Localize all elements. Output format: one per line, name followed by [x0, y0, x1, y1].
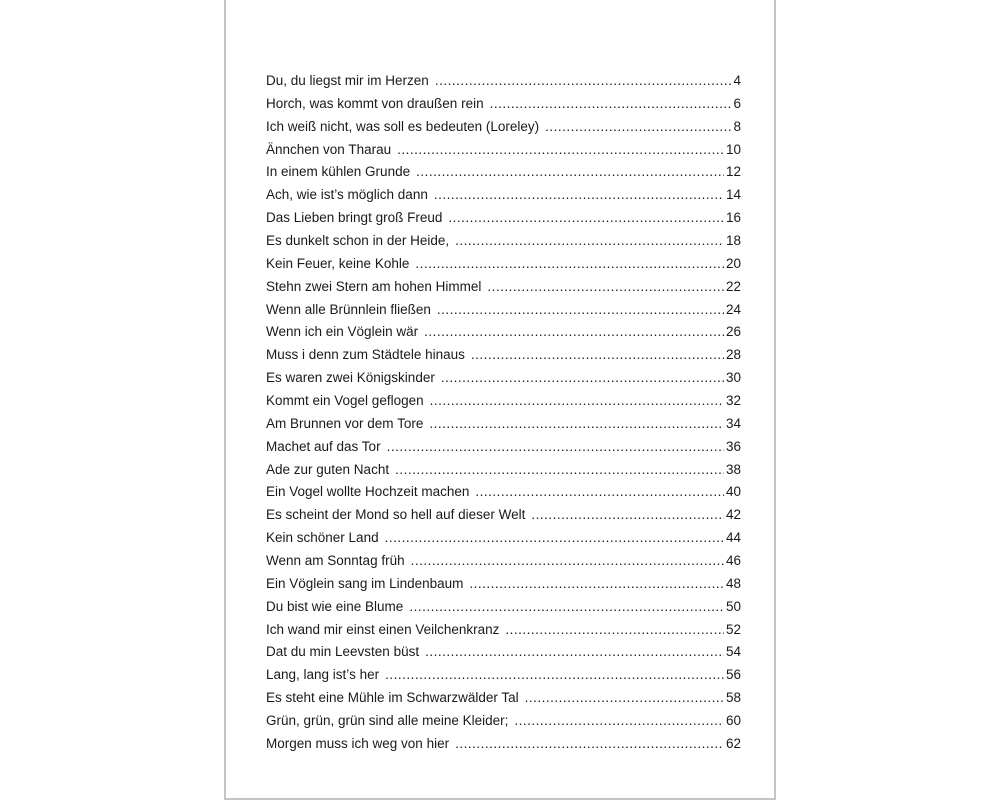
toc-entry-page-number: 16: [725, 210, 741, 226]
toc-entry: [266, 439, 741, 462]
toc-entry-title: Muss i denn zum Städtele hinaus: [266, 347, 465, 363]
toc-entry-page-number: 6: [733, 95, 741, 111]
dot-leader: [525, 690, 724, 705]
toc-entry-page-number: 52: [725, 621, 741, 637]
toc-entry-title: Morgen muss ich weg von hier: [266, 735, 450, 751]
toc-entry: [266, 302, 741, 325]
toc-entry-title: Ein Vöglein sang im Lindenbaum: [266, 575, 464, 591]
toc-entry: [266, 667, 741, 690]
toc-entry: [266, 736, 741, 759]
table-of-contents: [266, 73, 741, 759]
dot-leader: [448, 210, 724, 225]
toc-entry: [266, 279, 741, 302]
toc-entry: [266, 164, 741, 187]
toc-entry-title: Ach, wie ist’s möglich dann: [266, 187, 428, 203]
toc-entry-page-number: 22: [725, 278, 741, 294]
dot-leader: [387, 439, 724, 454]
toc-entry: [266, 119, 741, 142]
dot-leader: [434, 187, 724, 202]
toc-entry-title: Grün, grün, grün sind alle meine Kleider;: [266, 713, 509, 729]
toc-entry-title: Ich wand mir einst einen Veilchenkranz: [266, 621, 500, 637]
dot-leader: [471, 347, 724, 362]
toc-entry-title: Lang, lang ist’s her: [266, 667, 380, 683]
toc-entry-page-number: 60: [725, 713, 741, 729]
toc-entry-title: In einem kühlen Grunde: [266, 164, 411, 180]
toc-entry-page-number: 4: [733, 73, 741, 88]
dot-leader: [505, 622, 724, 637]
toc-entry-page-number: 26: [725, 324, 741, 340]
toc-entry-page-number: 38: [725, 461, 741, 477]
toc-entry: [266, 393, 741, 416]
dot-leader: [469, 576, 724, 591]
toc-entry-page-number: 18: [725, 233, 741, 249]
toc-entry-title: Wenn am Sonntag früh: [266, 553, 405, 569]
dot-leader: [411, 553, 724, 568]
toc-entry: [266, 256, 741, 279]
dot-leader: [425, 644, 724, 659]
toc-entry: [266, 73, 741, 96]
dot-leader: [441, 370, 724, 385]
toc-entry: [266, 347, 741, 370]
toc-entry-title: Horch, was kommt von draußen rein: [266, 95, 484, 111]
toc-entry-title: Es steht eine Mühle im Schwarzwälder Tal: [266, 690, 519, 706]
toc-entry-page-number: 44: [725, 530, 741, 546]
toc-entry-page-number: 14: [725, 187, 741, 203]
toc-entry-page-number: 62: [725, 735, 741, 751]
toc-entry-page-number: 54: [725, 644, 741, 660]
toc-entry-page-number: 58: [725, 690, 741, 706]
toc-entry: [266, 233, 741, 256]
toc-entry-title: Ännchen von Tharau: [266, 141, 392, 157]
toc-entry-title: Das Lieben bringt groß Freud: [266, 210, 443, 226]
toc-entry-title: Stehn zwei Stern am hohen Himmel: [266, 278, 482, 294]
dot-leader: [545, 119, 731, 134]
toc-entry-page-number: 42: [725, 507, 741, 523]
toc-entry: [266, 187, 741, 210]
toc-entry-title: Dat du min Leevsten büst: [266, 644, 420, 660]
toc-entry: [266, 96, 741, 119]
dot-leader: [429, 416, 724, 431]
toc-entry: [266, 370, 741, 393]
toc-entry-page-number: 24: [725, 301, 741, 317]
dot-leader: [409, 599, 724, 614]
dot-leader: [385, 667, 724, 682]
toc-entry-page-number: 40: [725, 484, 741, 500]
dot-leader: [430, 393, 724, 408]
dot-leader: [385, 530, 724, 545]
toc-entry: [266, 530, 741, 553]
toc-entry: [266, 507, 741, 530]
dot-leader: [395, 462, 724, 477]
dot-leader: [487, 279, 724, 294]
toc-entry-title: Es scheint der Mond so hell auf dieser Welt: [266, 507, 526, 523]
toc-entry-page-number: 32: [725, 393, 741, 409]
toc-entry: [266, 210, 741, 233]
dot-leader: [475, 484, 724, 499]
dot-leader: [435, 73, 732, 88]
toc-entry: [266, 142, 741, 165]
dot-leader: [415, 256, 724, 271]
dot-leader: [437, 302, 724, 317]
dot-leader: [455, 233, 724, 248]
toc-entry-page-number: 48: [725, 575, 741, 591]
toc-entry: [266, 713, 741, 736]
dot-leader: [531, 507, 724, 522]
toc-entry: [266, 576, 741, 599]
toc-entry: [266, 324, 741, 347]
toc-entry-page-number: 8: [733, 118, 741, 134]
toc-entry: [266, 599, 741, 622]
toc-entry-title: Kommt ein Vogel geflogen: [266, 393, 424, 409]
dot-leader: [490, 96, 732, 111]
toc-entry-page-number: 46: [725, 553, 741, 569]
toc-entry-title: Kein schöner Land: [266, 530, 379, 546]
toc-entry-title: Ein Vogel wollte Hochzeit machen: [266, 484, 470, 500]
dot-leader: [397, 142, 724, 157]
toc-entry: [266, 644, 741, 667]
dot-leader: [424, 324, 724, 339]
document-page: [224, 0, 776, 800]
toc-entry-title: Es dunkelt schon in der Heide,: [266, 233, 450, 249]
toc-entry: [266, 622, 741, 645]
toc-entry-page-number: 28: [725, 347, 741, 363]
toc-entry-title: Du, du liegst mir im Herzen: [266, 73, 429, 88]
toc-entry: [266, 690, 741, 713]
toc-entry-page-number: 56: [725, 667, 741, 683]
toc-entry: [266, 462, 741, 485]
toc-entry-title: Es waren zwei Königskinder: [266, 370, 435, 386]
toc-entry-title: Wenn alle Brünnlein fließen: [266, 301, 431, 317]
toc-entry-title: Kein Feuer, keine Kohle: [266, 255, 410, 271]
toc-entry-page-number: 10: [725, 141, 741, 157]
dot-leader: [514, 713, 724, 728]
toc-entry-page-number: 36: [725, 438, 741, 454]
toc-entry-page-number: 34: [725, 415, 741, 431]
toc-entry-title: Am Brunnen vor dem Tore: [266, 415, 424, 431]
dot-leader: [416, 164, 724, 179]
toc-entry: [266, 553, 741, 576]
toc-entry-page-number: 50: [725, 598, 741, 614]
toc-entry-title: Machet auf das Tor: [266, 438, 381, 454]
toc-entry-title: Ade zur guten Nacht: [266, 461, 390, 477]
toc-entry-title: Ich weiß nicht, was soll es bedeuten (Loreley): [266, 118, 540, 134]
toc-entry-title: Wenn ich ein Vöglein wär: [266, 324, 419, 340]
toc-entry-page-number: 30: [725, 370, 741, 386]
toc-entry-page-number: 12: [725, 164, 741, 180]
dot-leader: [455, 736, 724, 751]
toc-entry-page-number: 20: [725, 255, 741, 271]
toc-entry: [266, 484, 741, 507]
toc-entry-title: Du bist wie eine Blume: [266, 598, 404, 614]
toc-entry: [266, 416, 741, 439]
